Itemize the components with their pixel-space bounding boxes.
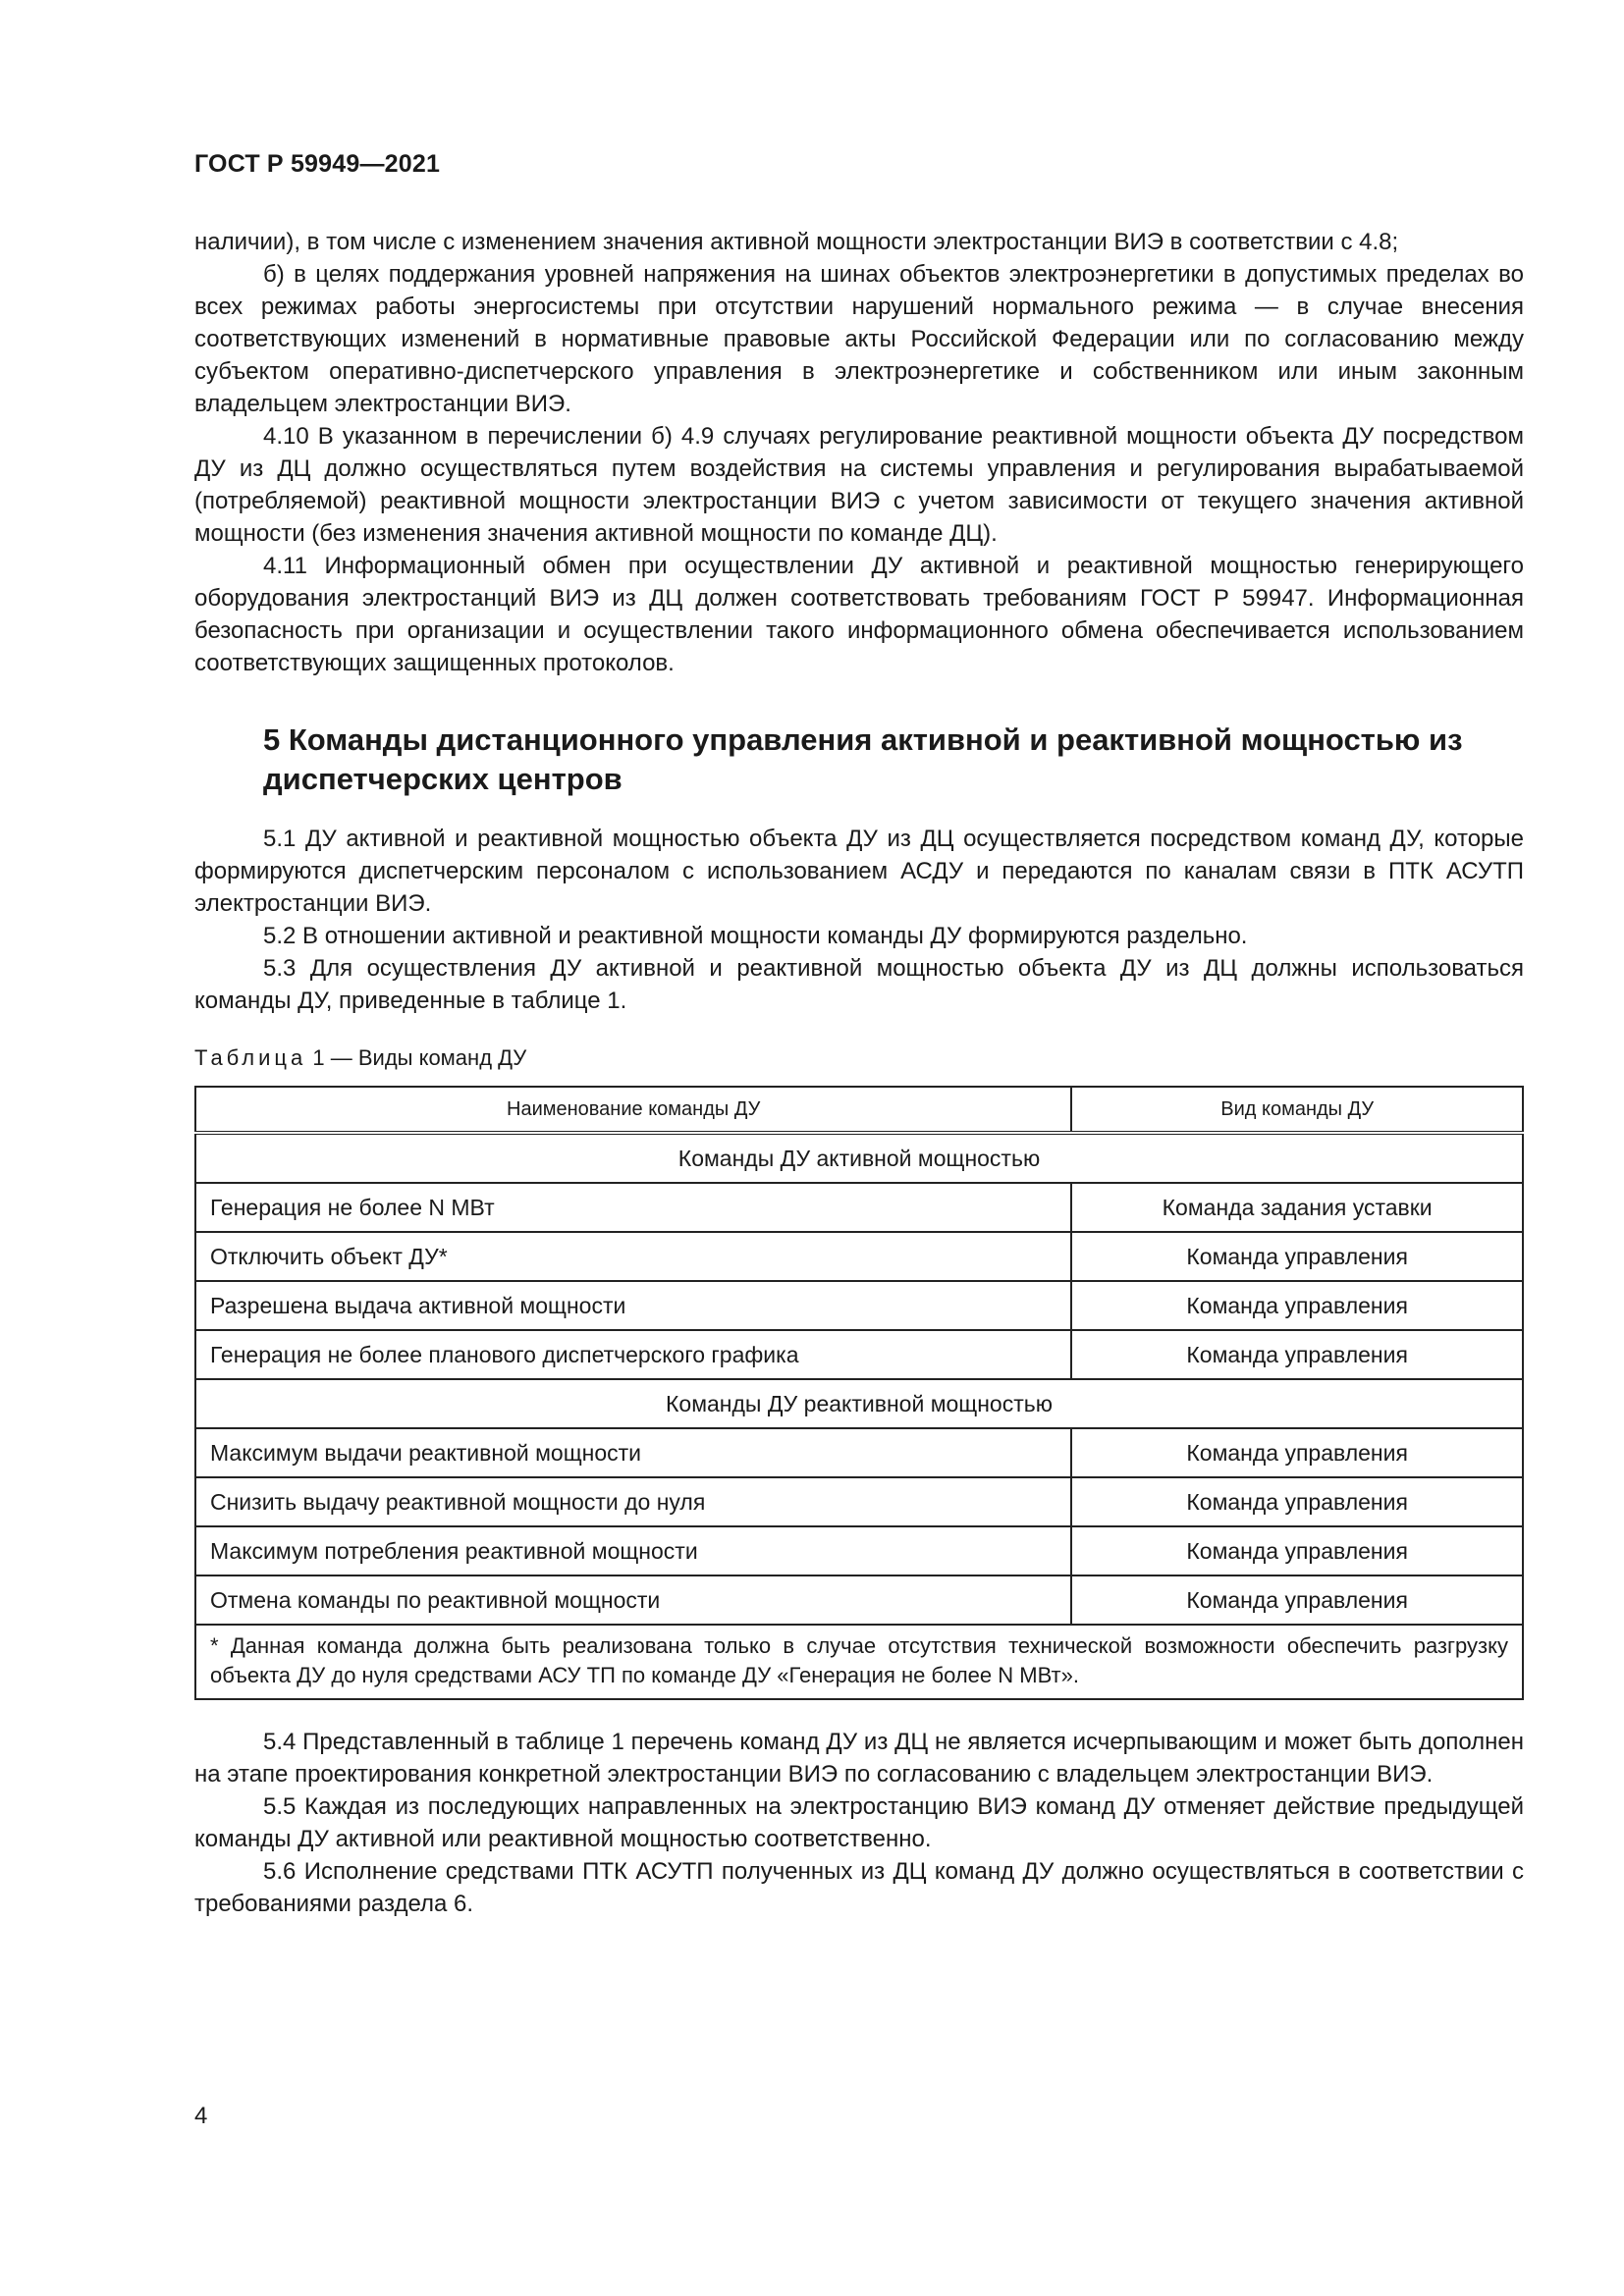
command-type-cell: Команда управления xyxy=(1071,1428,1523,1477)
table-group-title: Команды ДУ активной мощностью xyxy=(195,1133,1523,1183)
page-number: 4 xyxy=(194,2103,208,2129)
table-caption-text: 1 — Виды команд ДУ xyxy=(312,1045,527,1070)
paragraphs-top xyxy=(194,226,1524,679)
column-header-type: Вид команды ДУ xyxy=(1071,1087,1523,1133)
paragraphs-mid xyxy=(194,823,1524,1017)
paragraph-top-1: наличии), в том числе с изменением значения активной мощности электростанции ВИЭ в соответствии с 4.8; xyxy=(194,229,1399,255)
table-row xyxy=(195,1232,1523,1281)
command-type-cell: Команда управления xyxy=(1071,1526,1523,1575)
paragraph-bottom-1: 5.4 Представленный в таблице 1 перечень команд ДУ из ДЦ не является исчерпывающим и может быть дополнен на этапе проектирования конкретной электростанции ВИЭ по согласованию с владельцем электростанции ВИЭ. xyxy=(194,1729,1524,1788)
commands-table xyxy=(194,1086,1524,1700)
table-row xyxy=(195,1281,1523,1330)
table-row xyxy=(195,1428,1523,1477)
command-name-cell: Максимум выдачи реактивной мощности xyxy=(195,1428,1071,1477)
table-row xyxy=(195,1330,1523,1379)
command-type-cell: Команда управления xyxy=(1071,1232,1523,1281)
page-content xyxy=(194,226,1524,1920)
command-name-cell: Отмена команды по реактивной мощности xyxy=(195,1575,1071,1625)
section-heading: 5 Команды дистанционного управления активной и реактивной мощностью из диспетчерских центров xyxy=(263,722,1463,796)
table-row xyxy=(195,1526,1523,1575)
command-name-cell: Максимум потребления реактивной мощности xyxy=(195,1526,1071,1575)
paragraph-top-3: 4.10 В указанном в перечислении б) 4.9 случаях регулирование реактивной мощности объекта ДУ посредством ДУ из ДЦ должно осуществляться путем воздействия на системы управления и регулирования вырабатываемой (потребляемой) реактивной мощности электростанции ВИЭ с учетом зависимости от текущего значения активной мощности (без изменения значения активной мощности по команде ДЦ). xyxy=(194,423,1524,547)
command-type-cell: Команда управления xyxy=(1071,1575,1523,1625)
command-name-cell: Снизить выдачу реактивной мощности до нуля xyxy=(195,1477,1071,1526)
table-header-row xyxy=(195,1087,1523,1133)
table-body xyxy=(195,1133,1523,1699)
table-caption-label: Таблица xyxy=(194,1045,307,1070)
table-group-row xyxy=(195,1379,1523,1428)
table-row xyxy=(195,1183,1523,1232)
column-header-name: Наименование команды ДУ xyxy=(195,1087,1071,1133)
command-type-cell: Команда задания уставки xyxy=(1071,1183,1523,1232)
paragraph-bottom-3: 5.6 Исполнение средствами ПТК АСУТП полученных из ДЦ команд ДУ должно осуществляться в соответствии с требованиями раздела 6. xyxy=(194,1858,1524,1917)
document-header: ГОСТ Р 59949—2021 xyxy=(194,150,441,178)
paragraph-bottom-2: 5.5 Каждая из последующих направленных на электростанцию ВИЭ команд ДУ отменяет действие предыдущей команды ДУ активной или реактивной мощностью соответственно. xyxy=(194,1793,1524,1852)
table-row xyxy=(195,1575,1523,1625)
table-row xyxy=(195,1477,1523,1526)
paragraph-top-2: б) в целях поддержания уровней напряжения на шинах объектов электроэнергетики в допустимых пределах во всех режимах работы энергосистемы при отсутствии нарушений нормального режима — в случае внесения соответствующих изменений в нормативные правовые акты Российской Федерации или по согласованию между субъектом оперативно-диспетчерского управления в электроэнергетике и собственником или иным законным владельцем электростанции ВИЭ. xyxy=(194,261,1524,417)
command-name-cell: Генерация не более планового диспетчерского графика xyxy=(195,1330,1071,1379)
paragraph-mid-1: 5.1 ДУ активной и реактивной мощностью объекта ДУ из ДЦ осуществляется посредством команд ДУ, которые формируются диспетчерским персоналом с использованием АСДУ и передаются по каналам связи в ПТК АСУТП электростанции ВИЭ. xyxy=(194,826,1524,917)
command-type-cell: Команда управления xyxy=(1071,1281,1523,1330)
paragraph-top-4: 4.11 Информационный обмен при осуществлении ДУ активной и реактивной мощностью генерирующего оборудования электростанций ВИЭ из ДЦ должен соответствовать требованиям ГОСТ Р 59947. Информационная безопасность при организации и осуществлении такого информационного обмена обеспечивается использованием соответствующих защищенных протоколов. xyxy=(194,553,1524,676)
table-footnote: * Данная команда должна быть реализована только в случае отсутствия технической возможности обеспечить разгрузку объекта ДУ до нуля средствами АСУ ТП по команде ДУ «Генерация не более N МВт». xyxy=(195,1625,1523,1699)
paragraph-mid-2: 5.2 В отношении активной и реактивной мощности команды ДУ формируются раздельно. xyxy=(263,923,1248,949)
command-name-cell: Отключить объект ДУ* xyxy=(195,1232,1071,1281)
table-caption xyxy=(194,1044,1524,1072)
command-type-cell: Команда управления xyxy=(1071,1330,1523,1379)
command-type-cell: Команда управления xyxy=(1071,1477,1523,1526)
command-name-cell: Генерация не более N МВт xyxy=(195,1183,1071,1232)
paragraphs-bottom xyxy=(194,1726,1524,1920)
table-group-row xyxy=(195,1133,1523,1183)
table-footnote-row xyxy=(195,1625,1523,1699)
command-name-cell: Разрешена выдача активной мощности xyxy=(195,1281,1071,1330)
paragraph-mid-3: 5.3 Для осуществления ДУ активной и реактивной мощностью объекта ДУ из ДЦ должны использоваться команды ДУ, приведенные в таблице 1. xyxy=(194,955,1524,1014)
table-group-title: Команды ДУ реактивной мощностью xyxy=(195,1379,1523,1428)
